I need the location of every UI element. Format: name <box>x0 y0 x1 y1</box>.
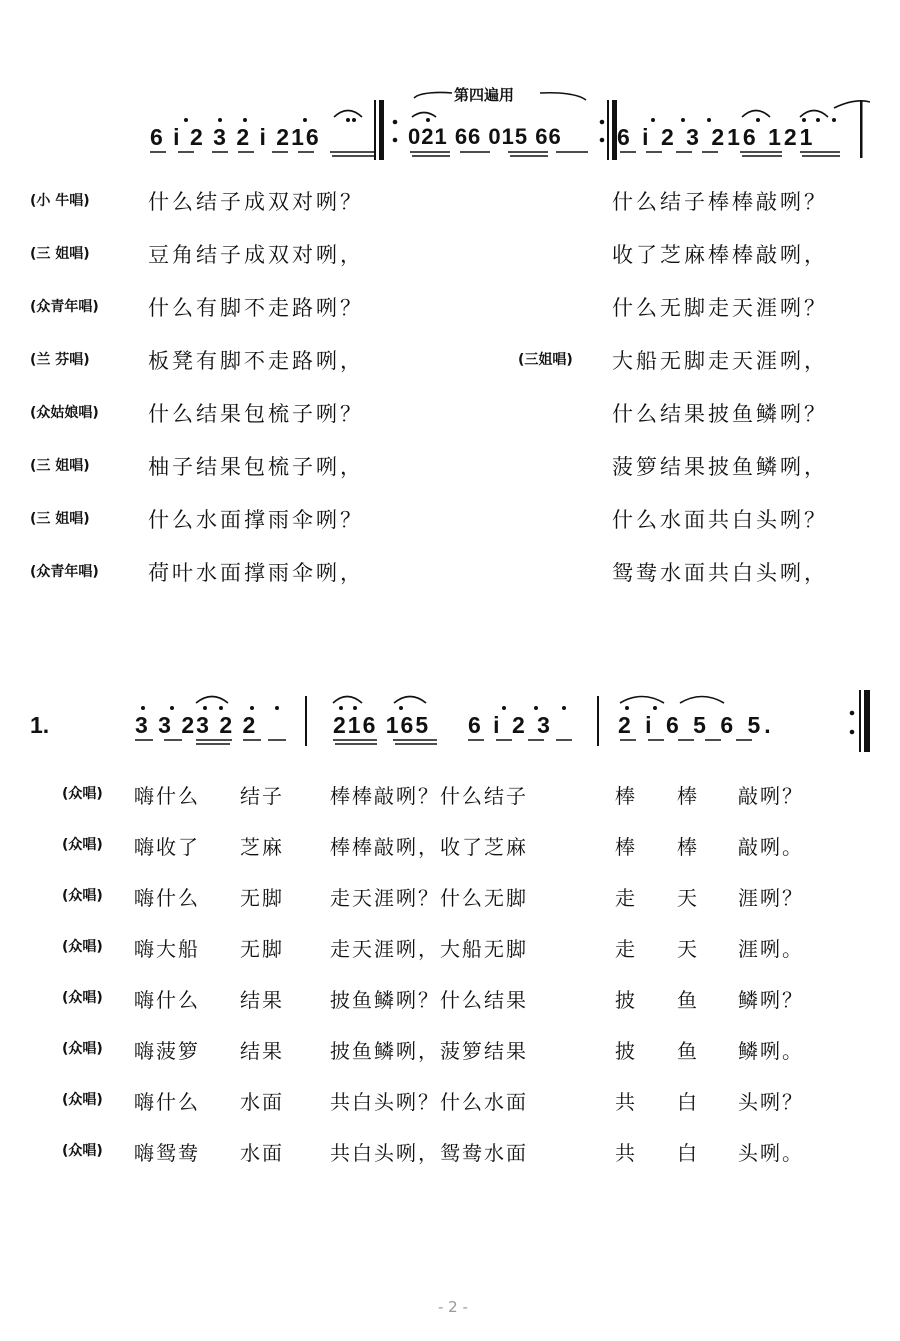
lyric-line-right: 收了芝麻棒棒敲咧， <box>612 243 828 267</box>
slur <box>333 697 362 704</box>
notation-group-2: 3 3 23 2 2 <box>135 712 258 738</box>
lyric-line-right: 鸳鸯水面共白头咧， <box>612 561 828 585</box>
lyric-line-right: 什么结果披鱼鳞咧？ <box>612 402 828 426</box>
notation-group-5: 2 i 6 5 6 5. <box>618 712 775 738</box>
page-number: - 2 - <box>438 1298 468 1316</box>
lyric-segment-d: 棒 <box>615 784 637 808</box>
lyric-line-left: 什么结果包梳子咧？ <box>148 402 364 426</box>
singer-role: (众唱) <box>62 786 103 802</box>
lyric-segment-d: 棒 <box>615 835 637 859</box>
notation-group-4: 6 i 2 3 <box>468 712 553 738</box>
lyric-segment-f: 敲咧？ <box>738 784 804 808</box>
lyric-segment-a: 嗨什么 <box>134 784 200 808</box>
lyric-segment-e: 天 <box>677 886 699 910</box>
lyric-segment-b: 水面 <box>240 1090 284 1114</box>
notation-measure-group-b: 6 i 2 3 216 121 <box>617 124 816 150</box>
lyric-segment-e: 白 <box>677 1090 699 1114</box>
lyric-segment-a: 嗨什么 <box>134 988 200 1012</box>
lyric-segment-d: 披 <box>615 988 637 1012</box>
singer-role: (众青年唱) <box>30 299 99 315</box>
lyric-segment-a: 嗨什么 <box>134 886 200 910</box>
lyric-segment-f: 涯咧。 <box>738 937 804 961</box>
lyric-segment-a: 嗨鸳鸯 <box>134 1141 200 1165</box>
singer-role: (兰 芬唱) <box>30 352 90 368</box>
volta-line-right <box>540 93 586 100</box>
lyric-segment-b: 无脚 <box>240 937 284 961</box>
lyric-segment-b: 结果 <box>240 1039 284 1063</box>
notation-note-1: 1. <box>30 712 50 738</box>
singer-role: (三 姐唱) <box>30 246 90 262</box>
slur <box>334 111 362 118</box>
singer-role: (众唱) <box>62 1143 103 1159</box>
singer-role: (众唱) <box>62 990 103 1006</box>
lyric-segment-a: 嗨收了 <box>134 835 200 859</box>
lyric-segment-b: 芝麻 <box>240 835 284 859</box>
lyric-segment-a: 嗨菠箩 <box>134 1039 200 1063</box>
lyric-line-left: 板凳有脚不走路咧， <box>148 349 364 373</box>
slur <box>394 697 426 704</box>
slur <box>742 111 770 118</box>
slur <box>834 101 870 108</box>
lyric-segment-f: 敲咧。 <box>738 835 804 859</box>
singer-role-right: (三姐唱) <box>518 352 573 368</box>
lyric-segment-d: 走 <box>615 937 637 961</box>
slur <box>680 697 724 704</box>
lyric-segment-f: 头咧？ <box>738 1090 804 1114</box>
lyric-line-right: 菠箩结果披鱼鳞咧， <box>612 455 828 479</box>
lyric-line-right: 什么无脚走天涯咧？ <box>612 296 828 320</box>
volta-label: 第四遍用 <box>454 86 515 104</box>
lyric-line-right: 大船无脚走天涯咧， <box>612 349 828 373</box>
singer-role: (众唱) <box>62 939 103 955</box>
lyric-segment-e: 棒 <box>677 835 699 859</box>
singer-role: (众姑娘唱) <box>30 405 99 421</box>
singer-role: (众唱) <box>62 888 103 904</box>
notation-group-3: 216 165 <box>333 712 431 738</box>
notation-measure-group-a: 6 i 2 3 2 i 216 <box>150 124 321 150</box>
lyric-segment-f: 涯咧？ <box>738 886 804 910</box>
singer-role: (众唱) <box>62 1092 103 1108</box>
lyric-segment-d: 披 <box>615 1039 637 1063</box>
lyric-segment-c: 棒棒敲咧？什么结子 <box>330 784 528 808</box>
lyric-segment-f: 头咧。 <box>738 1141 804 1165</box>
lyric-segment-a: 嗨什么 <box>134 1090 200 1114</box>
volta-line-left <box>414 93 452 98</box>
lyric-segment-e: 鱼 <box>677 1039 699 1063</box>
lyric-line-left: 什么水面撑雨伞咧？ <box>148 508 364 532</box>
lyric-line-left: 什么结子成双对咧？ <box>148 190 364 214</box>
lyric-segment-a: 嗨大船 <box>134 937 200 961</box>
lyric-segment-f: 鳞咧。 <box>738 1039 804 1063</box>
lyric-segment-c: 走天涯咧，大船无脚 <box>330 937 528 961</box>
lyric-segment-e: 白 <box>677 1141 699 1165</box>
singer-role: (众唱) <box>62 837 103 853</box>
lyric-segment-e: 鱼 <box>677 988 699 1012</box>
slur <box>620 697 664 704</box>
singer-role: (三 姐唱) <box>30 458 90 474</box>
singer-role: (三 姐唱) <box>30 511 90 527</box>
lyric-line-left: 什么有脚不走路咧？ <box>148 296 364 320</box>
lyric-segment-b: 无脚 <box>240 886 284 910</box>
slur <box>412 113 436 118</box>
lyric-line-right: 什么水面共白头咧？ <box>612 508 828 532</box>
lyric-line-left: 豆角结子成双对咧， <box>148 243 364 267</box>
lyric-segment-f: 鳞咧？ <box>738 988 804 1012</box>
lyric-segment-c: 披鱼鳞咧，菠箩结果 <box>330 1039 528 1063</box>
lyric-segment-d: 共 <box>615 1141 637 1165</box>
lyric-line-left: 荷叶水面撑雨伞咧， <box>148 561 364 585</box>
lyric-line-right: 什么结子棒棒敲咧？ <box>612 190 828 214</box>
lyric-line-left: 柚子结果包梳子咧， <box>148 455 364 479</box>
lyric-segment-e: 天 <box>677 937 699 961</box>
singer-role: (众青年唱) <box>30 564 99 580</box>
slur <box>800 111 828 118</box>
singer-role: (众唱) <box>62 1041 103 1057</box>
lyric-segment-c: 披鱼鳞咧？什么结果 <box>330 988 528 1012</box>
lyric-segment-c: 棒棒敲咧，收了芝麻 <box>330 835 528 859</box>
lyric-segment-d: 共 <box>615 1090 637 1114</box>
lyric-segment-c: 共白头咧，鸳鸯水面 <box>330 1141 528 1165</box>
notation-repeat-section: 021 66 015 66 <box>408 124 562 149</box>
lyric-segment-c: 共白头咧？什么水面 <box>330 1090 528 1114</box>
singer-role: (小 牛唱) <box>30 193 90 209</box>
lyric-segment-d: 走 <box>615 886 637 910</box>
slur <box>196 697 228 704</box>
lyric-segment-b: 水面 <box>240 1141 284 1165</box>
lyric-segment-b: 结子 <box>240 784 284 808</box>
lyric-segment-b: 结果 <box>240 988 284 1012</box>
lyric-segment-c: 走天涯咧？什么无脚 <box>330 886 528 910</box>
lyric-segment-e: 棒 <box>677 784 699 808</box>
